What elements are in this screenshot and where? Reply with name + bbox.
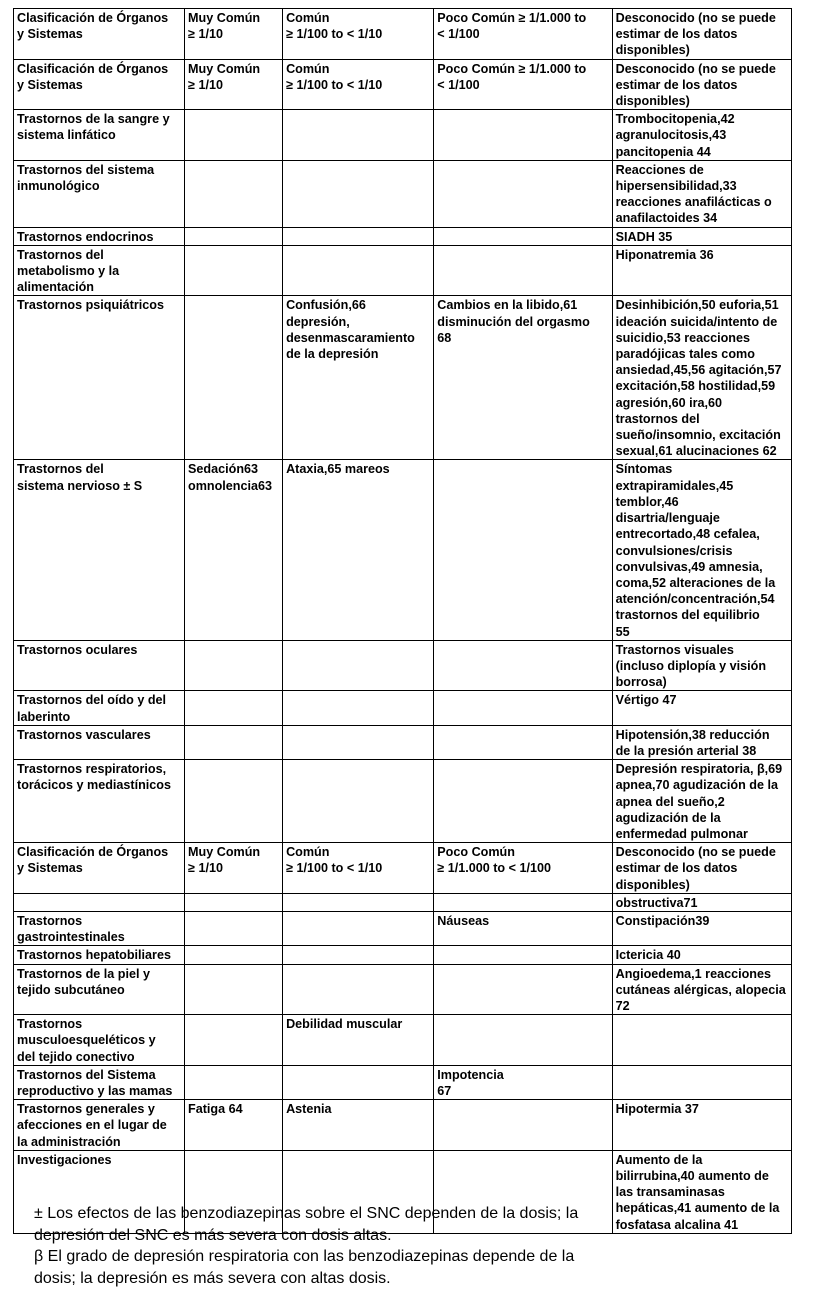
table-cell	[612, 1065, 791, 1099]
table-body	[14, 9, 792, 1234]
table-cell: Clasificación de Órganos y Sistemas	[14, 9, 185, 60]
table-cell	[185, 110, 283, 161]
table-cell	[185, 160, 283, 227]
table-cell	[185, 911, 283, 945]
table-cell: Trastornos de la piel y tejido subcutáneo	[14, 964, 185, 1015]
table-row	[14, 964, 792, 1015]
table-cell: Desconocido (no se puede estimar de los datos disponibles)	[612, 59, 791, 110]
table-cell	[283, 964, 434, 1015]
table-cell: obstructiva71	[612, 893, 791, 911]
table-cell	[283, 640, 434, 691]
table-cell	[185, 1015, 283, 1066]
table-cell: Hiponatremia 36	[612, 245, 791, 296]
table-cell: Clasificación de Órganos y Sistemas	[14, 843, 185, 894]
table-row	[14, 893, 792, 911]
table-cell: Poco Común ≥ 1/1.000 to < 1/100	[434, 843, 612, 894]
table-cell: Común ≥ 1/100 to < 1/10	[283, 843, 434, 894]
table-cell: Trastornos gastrointestinales	[14, 911, 185, 945]
table-cell	[185, 946, 283, 964]
table-cell	[434, 725, 612, 759]
table-cell	[283, 911, 434, 945]
table-cell: Trastornos del sistema nervioso ± S	[14, 460, 185, 640]
table-cell: Impotencia 67	[434, 1065, 612, 1099]
table-cell	[185, 1065, 283, 1099]
footnotes	[34, 1203, 754, 1289]
table-cell	[185, 725, 283, 759]
table-cell: Común ≥ 1/100 to < 1/10	[283, 59, 434, 110]
table-cell	[185, 245, 283, 296]
table-cell: Investigaciones	[14, 1150, 185, 1233]
table-cell	[434, 110, 612, 161]
table-cell: Poco Común ≥ 1/1.000 to < 1/100	[434, 9, 612, 60]
table-cell	[283, 725, 434, 759]
table-cell	[434, 160, 612, 227]
table-cell: Trastornos generales y afecciones en el lugar de la administración	[14, 1100, 185, 1151]
table-cell: Muy Común ≥ 1/10	[185, 843, 283, 894]
table-row	[14, 691, 792, 725]
adverse-reactions-table	[13, 8, 792, 1234]
table-cell: Náuseas	[434, 911, 612, 945]
table-cell	[434, 227, 612, 245]
table-cell: Muy Común ≥ 1/10	[185, 59, 283, 110]
table-cell: Confusión,66 depresión, desenmascaramiento de la depresión	[283, 296, 434, 460]
table-row	[14, 640, 792, 691]
table-row	[14, 843, 792, 894]
table-cell: Trastornos del oído y del laberinto	[14, 691, 185, 725]
table-cell: Constipación39	[612, 911, 791, 945]
table-cell	[434, 893, 612, 911]
table-cell	[283, 245, 434, 296]
table-cell: Desconocido (no se puede estimar de los datos disponibles)	[612, 843, 791, 894]
table-cell: Trastornos endocrinos	[14, 227, 185, 245]
table-row	[14, 760, 792, 843]
table-cell: Trastornos del Sistema reproductivo y las mamas	[14, 1065, 185, 1099]
table-cell	[14, 893, 185, 911]
table-row	[14, 911, 792, 945]
table-cell	[434, 1100, 612, 1151]
table-cell: SIADH 35	[612, 227, 791, 245]
table-cell	[434, 691, 612, 725]
table-cell	[434, 1015, 612, 1066]
table-cell: Clasificación de Órganos y Sistemas	[14, 59, 185, 110]
table-cell	[434, 760, 612, 843]
table-cell: Ictericia 40	[612, 946, 791, 964]
table-cell	[283, 893, 434, 911]
table-cell: Trastornos respiratorios, torácicos y mediastínicos	[14, 760, 185, 843]
table-cell	[185, 964, 283, 1015]
table-cell	[185, 296, 283, 460]
table-cell: Desinhibición,50 euforia,51 ideación suicida/intento de suicidio,53 reacciones paradójicas tales como ansiedad,45,56 agitación,57 excitación,58 hostilidad,59 agresión,60 ira,60 trastornos del sueño/insomnio, excitación sexual,61 alucinaciones 62	[612, 296, 791, 460]
table-cell: Trastornos del sistema inmunológico	[14, 160, 185, 227]
table-cell	[283, 160, 434, 227]
table-cell	[283, 691, 434, 725]
table-cell	[185, 760, 283, 843]
table-cell: Hipotermia 37	[612, 1100, 791, 1151]
table-cell	[434, 640, 612, 691]
table-row	[14, 227, 792, 245]
table-row	[14, 9, 792, 60]
table-cell: Trastornos del metabolismo y la alimentación	[14, 245, 185, 296]
table-row	[14, 1100, 792, 1151]
table-cell: Trastornos visuales (incluso diplopía y visión borrosa)	[612, 640, 791, 691]
table-cell	[283, 760, 434, 843]
table-cell: Reacciones de hipersensibilidad,33 reacciones anafilácticas o anafilactoides 34	[612, 160, 791, 227]
table-cell	[434, 245, 612, 296]
table-cell: Debilidad muscular	[283, 1015, 434, 1066]
table-cell	[283, 1065, 434, 1099]
table-cell: Astenia	[283, 1100, 434, 1151]
table-cell: Muy Común ≥ 1/10	[185, 9, 283, 60]
table-cell	[185, 227, 283, 245]
table-cell: Hipotensión,38 reducción de la presión arterial 38	[612, 725, 791, 759]
table-cell: Trastornos vasculares	[14, 725, 185, 759]
table-row	[14, 110, 792, 161]
table-row	[14, 245, 792, 296]
table-cell: Angioedema,1 reacciones cutáneas alérgicas, alopecia 72	[612, 964, 791, 1015]
footnote-cns: ± Los efectos de las benzodiazepinas sobre el SNC dependen de la dosis; la depresión del SNC es más severa con dosis altas.	[34, 1205, 579, 1244]
table-row	[14, 1015, 792, 1066]
table-cell: Trastornos musculoesqueléticos y del tejido conectivo	[14, 1015, 185, 1066]
table-cell: Síntomas extrapiramidales,45 temblor,46 disartria/lenguaje entrecortado,48 cefalea, convulsiones/crisis convulsivas,49 amnesia, coma,52 alteraciones de la atención/concentración,54 trastornos del equilibrio 55	[612, 460, 791, 640]
table-cell: Trombocitopenia,42 agranulocitosis,43 pancitopenia 44	[612, 110, 791, 161]
footnote-respiratory: β El grado de depresión respiratoria con las benzodiazepinas depende de la dosis; la depresión es más severa con altas dosis.	[34, 1248, 575, 1287]
table-row	[14, 725, 792, 759]
table-cell	[434, 460, 612, 640]
table-cell	[434, 964, 612, 1015]
table-row	[14, 946, 792, 964]
table-row	[14, 1065, 792, 1099]
table-cell: Fatiga 64	[185, 1100, 283, 1151]
table-cell	[434, 946, 612, 964]
table-cell	[283, 110, 434, 161]
table-row	[14, 59, 792, 110]
table-cell: Ataxia,65 mareos	[283, 460, 434, 640]
table-cell: Trastornos oculares	[14, 640, 185, 691]
table-cell: Común ≥ 1/100 to < 1/10	[283, 9, 434, 60]
table-cell	[185, 640, 283, 691]
table-cell	[612, 1015, 791, 1066]
table-cell: Desconocido (no se puede estimar de los datos disponibles)	[612, 9, 791, 60]
table-cell: Trastornos hepatobiliares	[14, 946, 185, 964]
table-row	[14, 296, 792, 460]
table-cell: Depresión respiratoria, β,69 apnea,70 agudización de la apnea del sueño,2 agudización de la enfermedad pulmonar	[612, 760, 791, 843]
table-cell	[283, 946, 434, 964]
table-row	[14, 460, 792, 640]
table-cell	[283, 227, 434, 245]
table-cell: Cambios en la libido,61 disminución del orgasmo 68	[434, 296, 612, 460]
table-cell: Trastornos de la sangre y sistema linfático	[14, 110, 185, 161]
table-cell	[185, 893, 283, 911]
table-cell: Trastornos psiquiátricos	[14, 296, 185, 460]
table-cell: Poco Común ≥ 1/1.000 to < 1/100	[434, 59, 612, 110]
table-row	[14, 160, 792, 227]
table-cell: Sedación63 omnolencia63	[185, 460, 283, 640]
table-cell: Vértigo 47	[612, 691, 791, 725]
table-cell: Aumento de la bilirrubina,40 aumento de las transaminasas hepáticas,41 aumento de la fosfatasa alcalina 41	[612, 1150, 791, 1233]
table-cell	[185, 691, 283, 725]
